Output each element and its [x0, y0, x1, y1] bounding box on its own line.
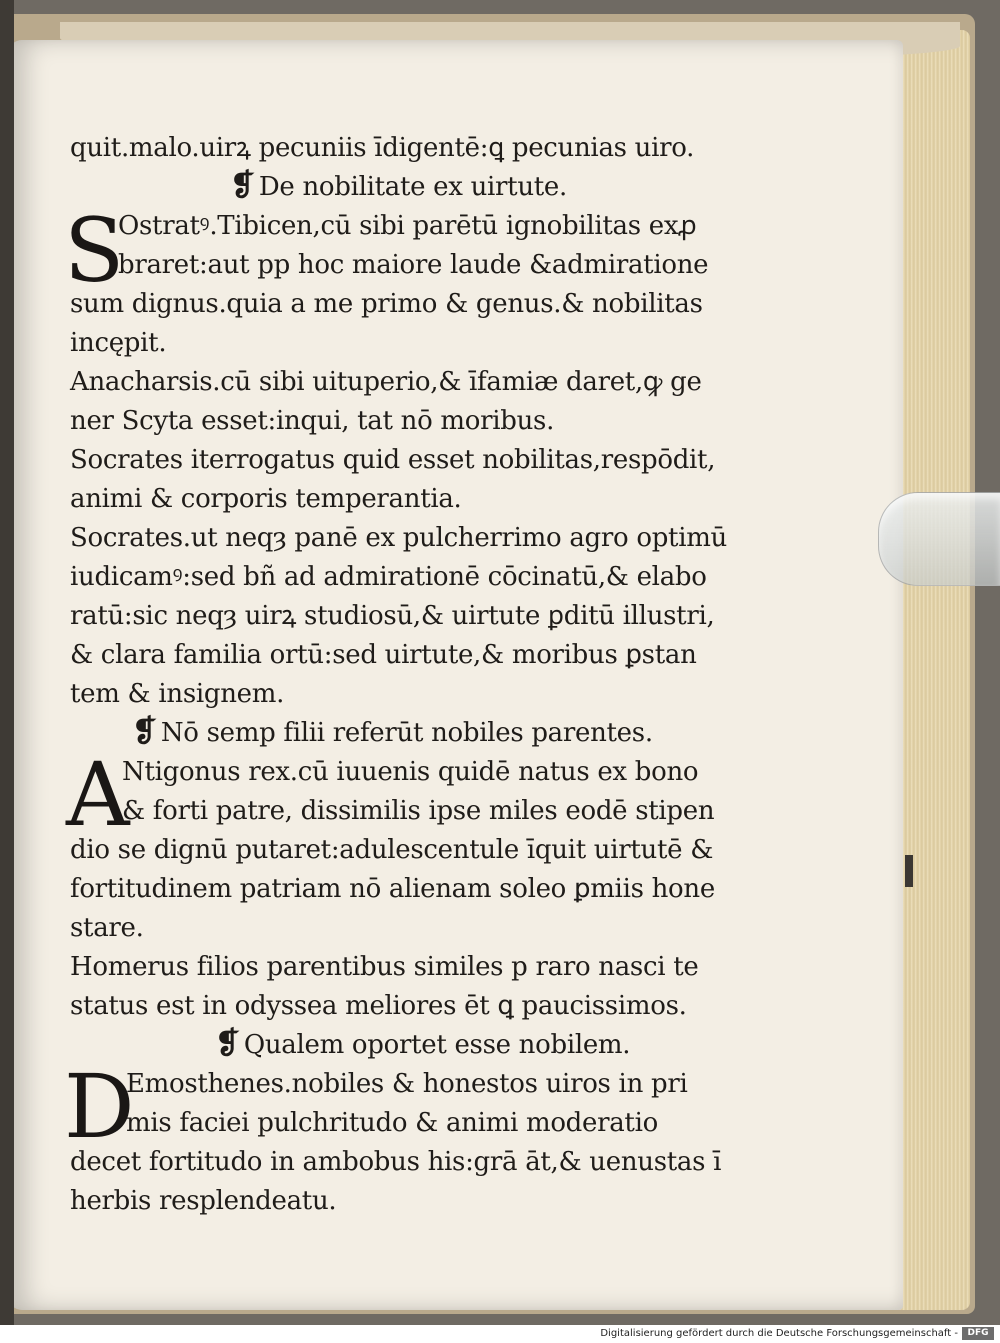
text-line: quit.malo.uirꝝ pecuniis īdigentē:ꝗ pecunias uiro.	[70, 133, 695, 163]
text-line: ratū:sic neqȝ uirꝝ studiosū,& uirtute ꝑditū illustri,	[70, 601, 715, 631]
paragraph-mark-icon: ❡	[132, 714, 157, 749]
book-spine	[0, 0, 14, 1325]
text-line: Ostratꝰ.Tibicen,cū sibi parētū ignobilitas exꝓ	[118, 211, 697, 241]
text-line: animi & corporis temperantia.	[70, 484, 462, 514]
paragraph-mark-icon: ❡	[215, 1026, 240, 1061]
text-line: mis faciei pulchritudo & animi moderatio	[126, 1108, 658, 1138]
funding-credit: Digitalisierung gefördert durch die Deutsche Forschungsgemeinschaft -	[600, 1328, 958, 1339]
initial-letter: A	[66, 743, 130, 846]
text-line: & forti patre, dissimilis ipse miles eodē stipen	[122, 796, 715, 826]
text-line: iudicamꝰ:sed bñ ad admirationē cōcinatū,& elabo	[70, 562, 707, 592]
text-line: braret:aut pp hoc maiore laude &admiratione	[118, 250, 709, 280]
text-line: Anacharsis.cū sibi uituperio,& īfamiæ daret,ꝙ ge	[70, 367, 702, 397]
section-heading	[132, 714, 653, 749]
dfg-logo: DFG	[962, 1327, 994, 1340]
text-line: decet fortitudo in ambobus his:grā āt,& uenustas ī	[70, 1147, 722, 1177]
text-line: Emosthenes.nobiles & honestos uiros in pri	[126, 1069, 688, 1099]
initial-letter: D	[64, 1055, 135, 1158]
text-line: status est in odyssea meliores ēt ꝗ paucissimos.	[70, 991, 687, 1021]
text-line: tem & insignem.	[70, 679, 285, 709]
text-line: Socrates iterrogatus quid esset nobilitas,respōdit,	[70, 445, 716, 475]
text-line: Ntigonus rex.cū iuuenis quidē natus ex bono	[122, 757, 699, 787]
text-line: dio se dignū putaret:adulescentule īquit uirtutē &	[70, 835, 714, 865]
page-edge-mark	[905, 855, 913, 887]
initial-letter: S	[64, 199, 124, 302]
text-line: Socrates.ut neqȝ panē ex pulcherrimo agro optimū	[70, 523, 728, 553]
text-line: ner Scyta esset:inqui, tat nō moribus.	[70, 406, 555, 436]
text-line: & clara familia ortū:sed uirtute,& moribus ꝑstan	[70, 640, 697, 670]
section-heading	[230, 168, 567, 203]
paragraph-mark-icon: ❡	[230, 168, 255, 203]
text-line: incępit.	[70, 328, 167, 358]
page-clip	[878, 492, 1000, 586]
text-line: Homerus filios parentibus similes p raro nasci te	[70, 952, 699, 982]
text-line: sum dignus.quia a me primo & genus.& nobilitas	[70, 289, 703, 319]
text-line: stare.	[70, 913, 144, 943]
text-line: herbis resplendeatu.	[70, 1186, 337, 1216]
section-heading	[215, 1026, 631, 1061]
heading-text: Qualem oportet esse nobilem.	[243, 1030, 631, 1060]
text-line: fortitudinem patriam nō alienam soleo ꝑmiis hone	[70, 874, 715, 904]
heading-text: Nō semp filii referūt nobiles parentes.	[160, 718, 653, 748]
heading-text: De nobilitate ex uirtute.	[258, 172, 567, 202]
